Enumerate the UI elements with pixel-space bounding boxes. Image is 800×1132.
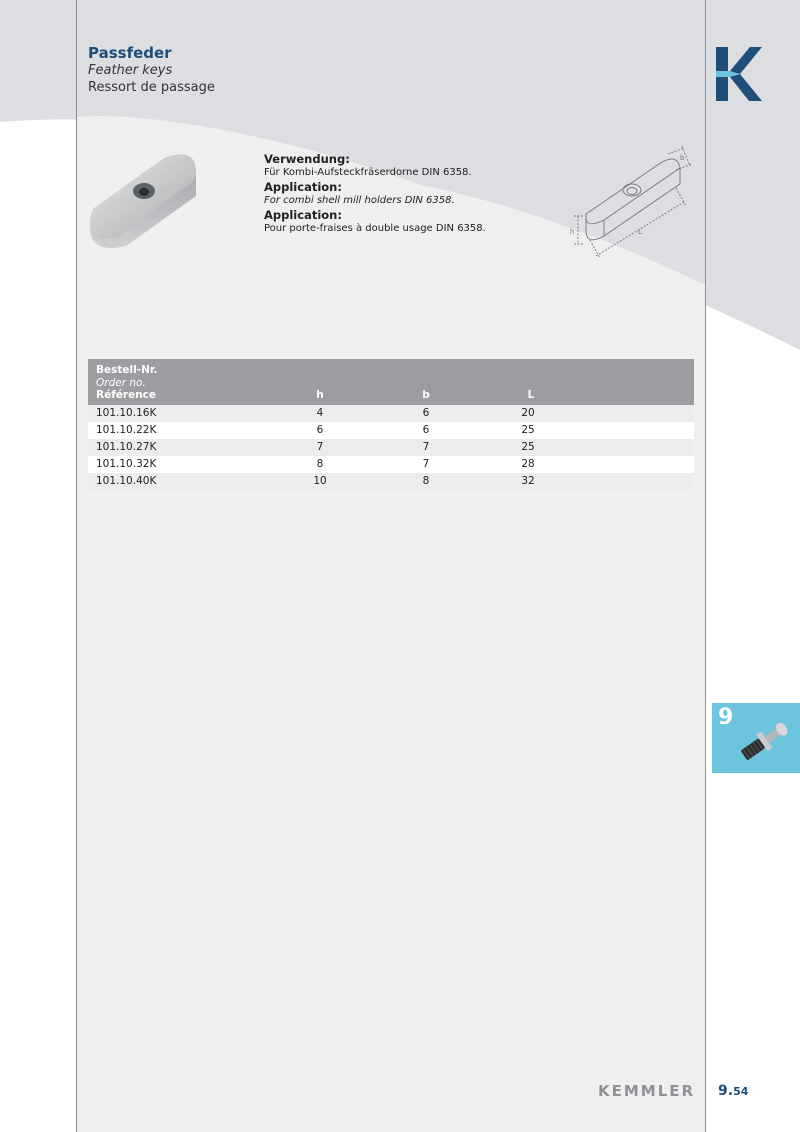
dimensions-table — [88, 359, 694, 490]
table-row — [88, 456, 694, 473]
cell-L: 28 — [521, 458, 535, 470]
chapter-tab[interactable] — [712, 703, 800, 773]
page-chapter: 9. — [718, 1083, 734, 1099]
cell-L: 25 — [521, 424, 535, 436]
cell-order: 101.10.32K — [96, 458, 157, 470]
drawing-label-b: b — [680, 154, 685, 162]
table-header — [88, 359, 694, 405]
cell-b: 7 — [422, 458, 430, 470]
cell-L: 25 — [521, 441, 535, 453]
table-row — [88, 473, 694, 490]
cell-h: 4 — [316, 407, 324, 419]
application-text-en: For combi shell mill holders DIN 6358. — [264, 195, 455, 206]
title-german: Passfeder — [88, 44, 172, 62]
cell-order: 101.10.22K — [96, 424, 157, 436]
cell-h: 7 — [316, 441, 324, 453]
drawing-label-h: h — [570, 228, 575, 236]
order-no-header — [96, 364, 158, 402]
application-heading-de: Verwendung: — [264, 152, 350, 166]
page-index: 54 — [733, 1085, 749, 1098]
chapter-number: 9 — [718, 705, 734, 730]
application-heading-en: Application: — [264, 180, 342, 194]
cell-order: 101.10.16K — [96, 407, 157, 419]
cell-b: 7 — [422, 441, 430, 453]
right-margin-line — [705, 0, 706, 1132]
cell-h: 6 — [316, 424, 324, 436]
page-number — [718, 1083, 748, 1099]
header-order-en: Order no. — [96, 376, 146, 389]
cell-L: 20 — [521, 407, 535, 419]
kemmler-k-logo — [716, 47, 762, 101]
left-margin-line — [76, 0, 77, 1132]
cell-b: 6 — [422, 407, 430, 419]
header-h: h — [316, 389, 324, 401]
header-b: b — [422, 389, 430, 401]
cell-h: 8 — [316, 458, 324, 470]
cell-order: 101.10.40K — [96, 475, 157, 487]
table-body — [88, 405, 694, 490]
table-row — [88, 405, 694, 422]
header-order-de: Bestell-Nr. — [96, 364, 158, 376]
title-french: Ressort de passage — [88, 80, 215, 95]
title-english: Feather keys — [88, 63, 173, 78]
cell-b: 8 — [422, 475, 430, 487]
table-row — [88, 422, 694, 439]
cell-L: 32 — [521, 475, 535, 487]
header-order-fr: Référence — [96, 389, 157, 401]
title-block — [88, 44, 215, 96]
application-text-de: Für Kombi-Aufsteckfräserdorne DIN 6358. — [264, 167, 472, 178]
feather-key-photo — [86, 150, 202, 252]
cell-order: 101.10.27K — [96, 441, 157, 453]
brand-name: KEMMLER — [598, 1082, 696, 1100]
cell-b: 6 — [422, 424, 430, 436]
feather-key-drawing — [566, 140, 698, 276]
header-L: L — [527, 389, 535, 401]
cell-h: 10 — [313, 475, 327, 487]
application-text-fr: Pour porte-fraises à double usage DIN 6358. — [264, 223, 486, 234]
drawing-label-L: L — [638, 228, 642, 236]
application-heading-fr: Application: — [264, 208, 342, 222]
table-row — [88, 439, 694, 456]
application-block — [264, 152, 564, 236]
